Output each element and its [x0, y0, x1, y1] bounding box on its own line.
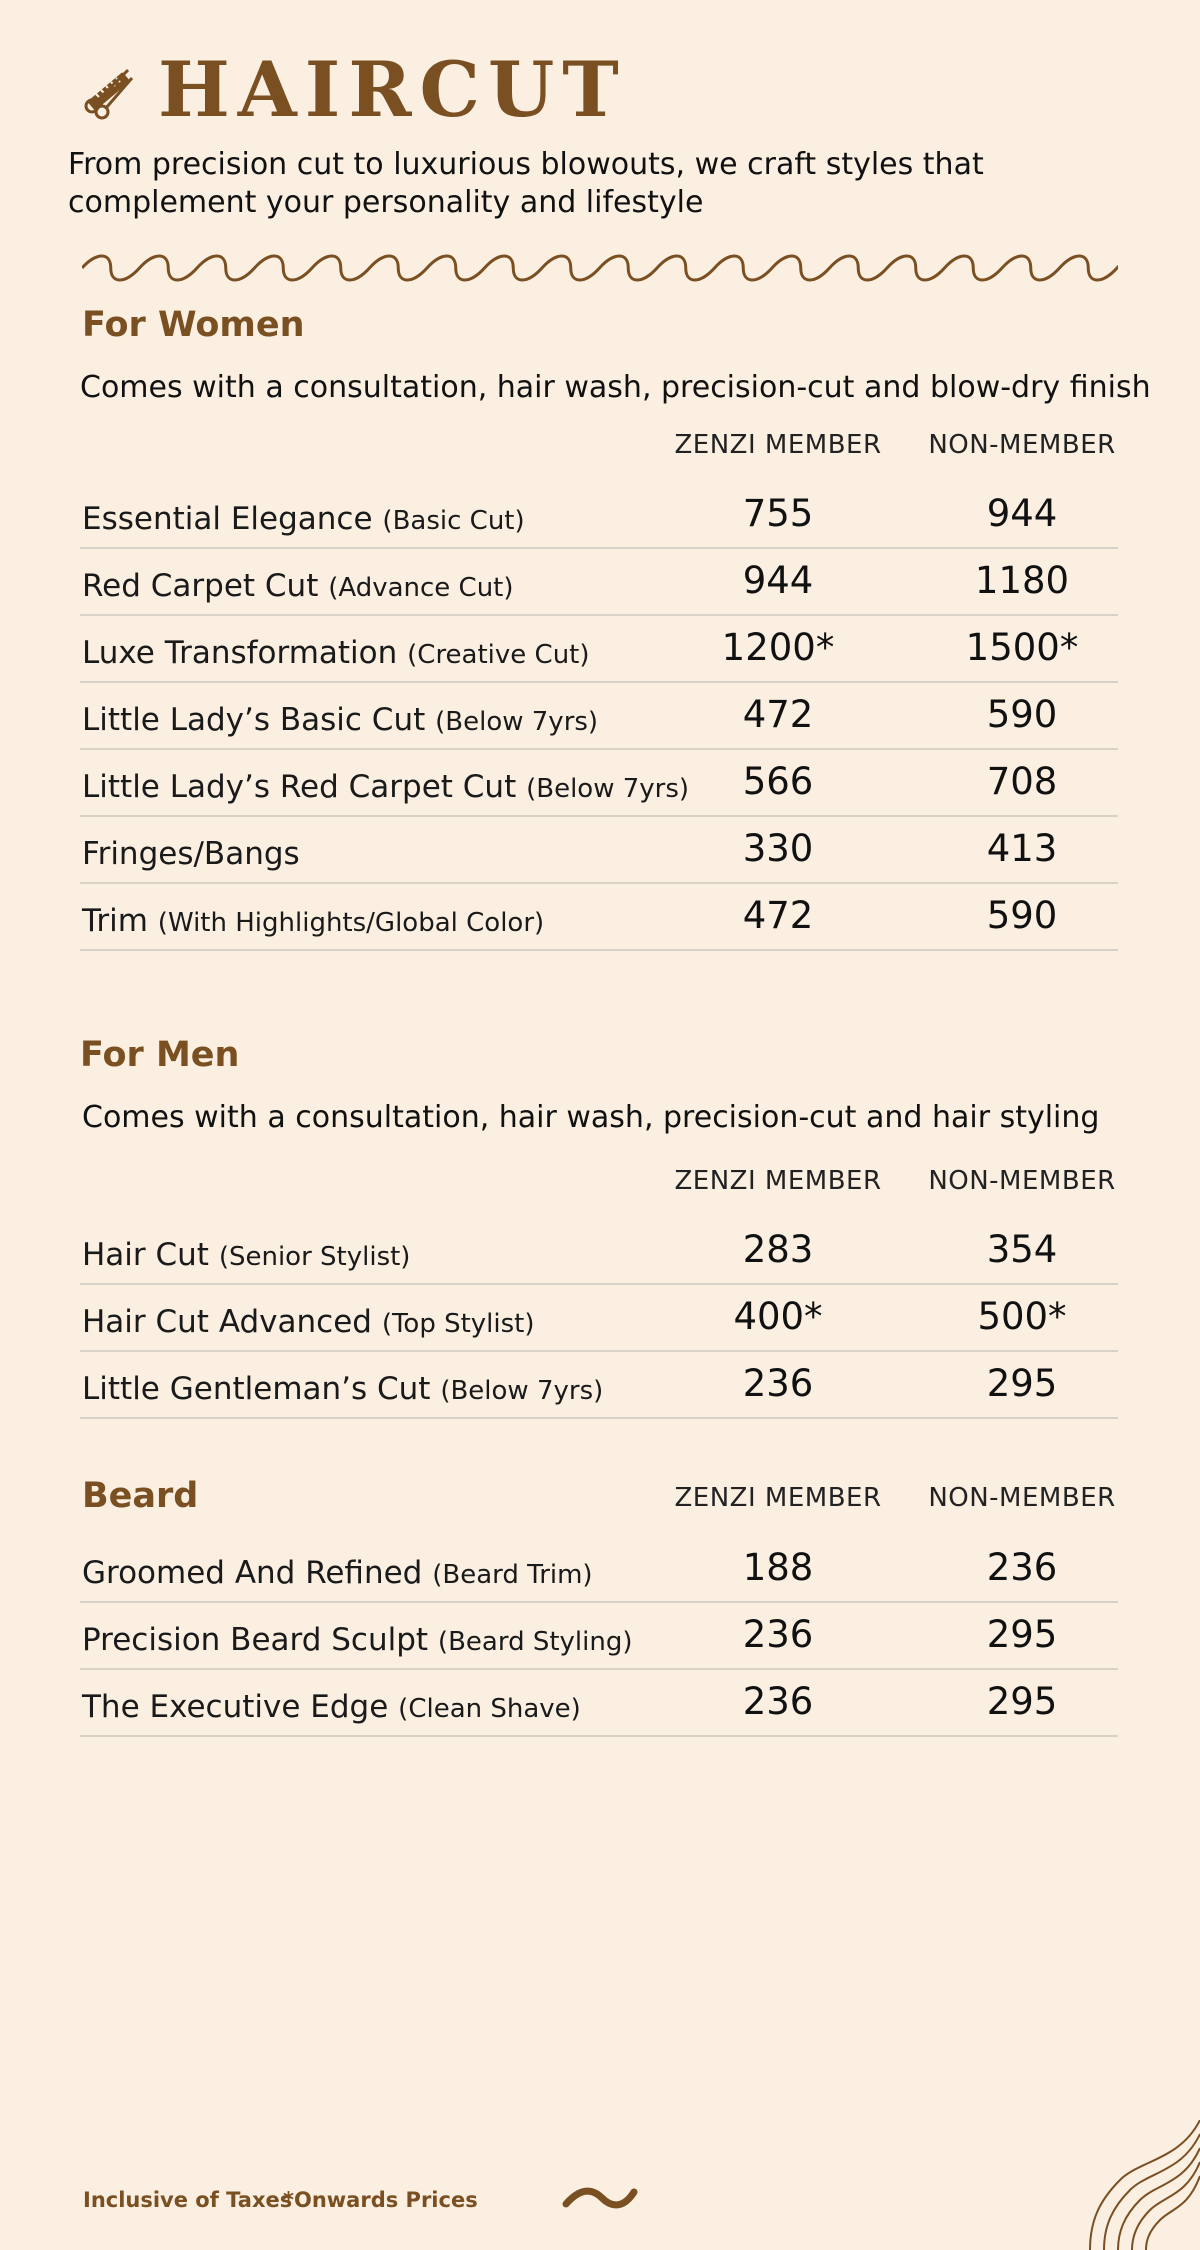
non-member-price: 236	[986, 1546, 1058, 1589]
non-member-price: 295	[986, 1613, 1058, 1656]
service-name	[82, 769, 689, 805]
section-title-beard: Beard	[82, 1476, 199, 1516]
service-detail: (Senior Stylist)	[218, 1242, 411, 1272]
service-label: Fringes/Bangs	[82, 836, 300, 872]
price-row	[80, 549, 1118, 616]
service-name	[82, 702, 598, 738]
non-member-price: 1180	[974, 559, 1070, 602]
intro-text: From precision cut to luxurious blowouts, we craft styles that complement your personality and lifestyle	[68, 147, 984, 220]
col-head-non-member: NON-MEMBER	[928, 1166, 1116, 1196]
footer-onwards-note: *Onwards Prices	[283, 2188, 478, 2212]
service-detail: (Creative Cut)	[407, 640, 590, 670]
price-row	[80, 1670, 1118, 1737]
col-head-non-member: NON-MEMBER	[928, 1483, 1116, 1513]
price-row	[80, 884, 1118, 951]
service-name	[82, 635, 590, 671]
tilde-icon	[562, 2184, 638, 2212]
page-title: HAIRCUT	[158, 45, 627, 134]
service-detail: (Beard Trim)	[432, 1560, 593, 1590]
wave-divider	[82, 250, 1118, 286]
service-detail: (Basic Cut)	[382, 506, 525, 536]
member-price: 188	[742, 1546, 814, 1589]
service-label: Hair Cut	[82, 1237, 219, 1273]
section-title-men: For Men	[80, 1035, 240, 1075]
price-row	[80, 482, 1118, 549]
service-label: Precision Beard Sculpt	[82, 1622, 429, 1658]
service-label: Red Carpet Cut	[82, 568, 319, 604]
service-detail: (Below 7yrs)	[440, 1376, 604, 1406]
service-detail: (Beard Styling)	[437, 1627, 633, 1657]
beard-price-list	[80, 1536, 1118, 1737]
non-member-price: 295	[986, 1680, 1058, 1723]
col-head-member: ZENZI MEMBER	[674, 1483, 882, 1513]
service-label: Little Gentleman’s Cut	[82, 1371, 431, 1407]
service-name	[82, 501, 525, 537]
non-member-price: 500*	[977, 1295, 1067, 1338]
service-detail: (Below 7yrs)	[526, 774, 690, 804]
service-label: Groomed And Refined	[82, 1555, 423, 1591]
member-price: 400*	[733, 1295, 823, 1338]
col-head-member: ZENZI MEMBER	[674, 1166, 882, 1196]
service-name	[82, 1237, 410, 1273]
col-head-member: ZENZI MEMBER	[674, 430, 882, 460]
service-label: Luxe Transformation	[82, 635, 398, 671]
service-label: Little Lady’s Red Carpet Cut	[82, 769, 517, 805]
col-head-non-member: NON-MEMBER	[928, 430, 1116, 460]
section-desc-women: Comes with a consultation, hair wash, precision-cut and blow-dry finish	[80, 370, 1151, 405]
service-name	[82, 836, 300, 872]
service-label: Hair Cut Advanced	[82, 1304, 372, 1340]
member-price: 944	[742, 559, 814, 602]
service-name	[82, 1371, 603, 1407]
service-detail: (Clean Shave)	[398, 1694, 581, 1724]
member-price: 330	[742, 827, 814, 870]
men-price-list	[80, 1218, 1118, 1419]
corner-waves	[1040, 2120, 1200, 2250]
service-name	[82, 568, 514, 604]
price-row	[80, 683, 1118, 750]
price-row	[80, 1218, 1118, 1285]
non-member-price: 590	[986, 693, 1058, 736]
price-row	[80, 817, 1118, 884]
member-price: 283	[742, 1228, 814, 1271]
non-member-price: 295	[986, 1362, 1058, 1405]
non-member-price: 413	[986, 827, 1058, 870]
member-price: 236	[742, 1613, 814, 1656]
non-member-price: 590	[986, 894, 1058, 937]
service-name	[82, 903, 544, 939]
member-price: 236	[742, 1680, 814, 1723]
member-price: 236	[742, 1362, 814, 1405]
service-label: Trim	[82, 903, 148, 939]
non-member-price: 1500*	[965, 626, 1079, 669]
member-price: 755	[742, 492, 814, 535]
service-label: Little Lady’s Basic Cut	[82, 702, 426, 738]
price-row	[80, 1536, 1118, 1603]
price-row	[80, 1352, 1118, 1419]
section-desc-men: Comes with a consultation, hair wash, precision-cut and hair styling	[82, 1100, 1100, 1135]
service-detail: (Advance Cut)	[328, 573, 514, 603]
member-price: 566	[742, 760, 814, 803]
service-label: Essential Elegance	[82, 501, 373, 537]
section-title-women: For Women	[82, 305, 305, 345]
service-name	[82, 1304, 535, 1340]
member-price: 472	[742, 693, 814, 736]
women-price-list	[80, 482, 1118, 951]
service-name	[82, 1622, 633, 1658]
non-member-price: 944	[986, 492, 1058, 535]
comb-scissors-icon	[78, 60, 138, 120]
price-row	[80, 750, 1118, 817]
footer-taxes-note: Inclusive of Taxes	[83, 2188, 293, 2212]
price-row	[80, 1603, 1118, 1670]
service-detail: (Below 7yrs)	[435, 707, 599, 737]
member-price: 472	[742, 894, 814, 937]
service-name	[82, 1555, 593, 1591]
header	[78, 45, 627, 134]
service-label: The Executive Edge	[82, 1689, 389, 1725]
price-row	[80, 1285, 1118, 1352]
service-name	[82, 1689, 581, 1725]
service-detail: (Top Stylist)	[381, 1309, 535, 1339]
service-detail: (With Highlights/Global Color)	[157, 908, 545, 938]
non-member-price: 708	[986, 760, 1058, 803]
member-price: 1200*	[721, 626, 835, 669]
price-row	[80, 616, 1118, 683]
non-member-price: 354	[986, 1228, 1058, 1271]
